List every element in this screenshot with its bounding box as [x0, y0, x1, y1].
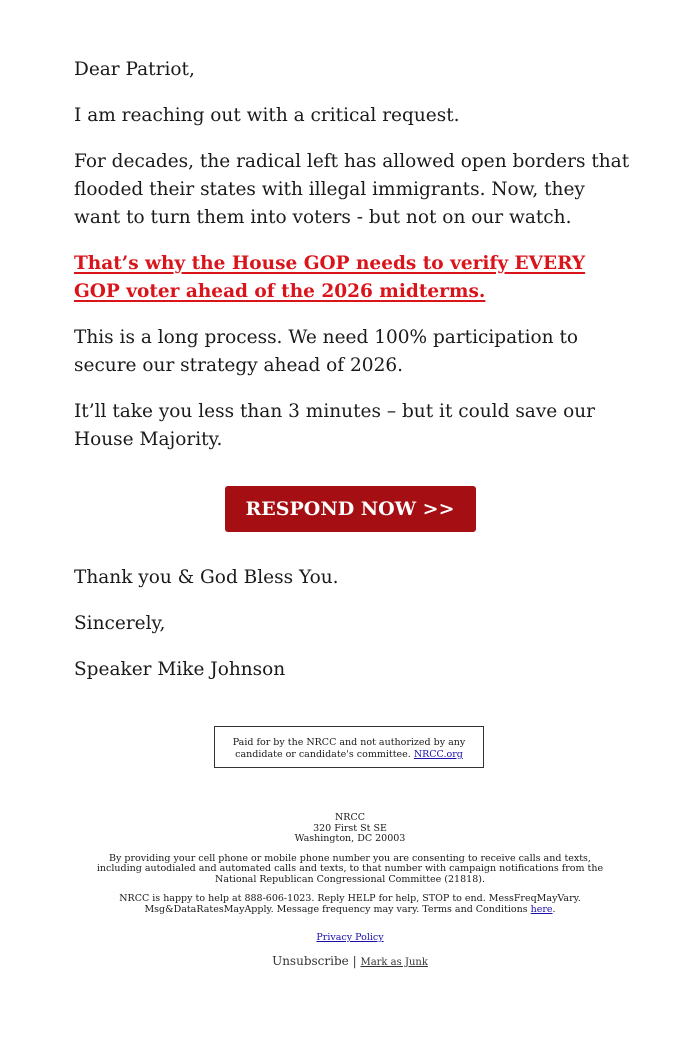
cta-container [74, 486, 626, 532]
headline-link[interactable]: That’s why the House GOP needs to verify EVERY GOP voter ahead of the 2026 midterms. [74, 253, 586, 302]
signoff-line: Sincerely, [74, 613, 166, 634]
consent-text: By providing your cell phone or mobile phone number you are consenting to receive calls and texts, including autodialed and automated calls and texts, to that number with campaign notifications from the National Republican Congressional Committee (21818). [96, 852, 604, 885]
unsubscribe-link[interactable]: Unsubscribe [272, 953, 349, 968]
separator: | [352, 953, 357, 968]
org-name: NRCC [334, 812, 365, 823]
intro-paragraph: I am reaching out with a critical request. [74, 105, 460, 126]
terms-here-link[interactable]: here [530, 903, 553, 915]
address-block [90, 813, 610, 845]
help-text: NRCC is happy to help at 888-606-1023. Reply HELP for help, STOP to end. MessFreqMayVary. Msg&DataRatesMayApply. Message frequency may vary. Terms and Conditions [119, 893, 581, 915]
privacy-policy-link[interactable]: Privacy Policy [316, 932, 384, 943]
process-paragraph: This is a long process. We need 100% participation to secure our strategy ahead of 2026. [74, 327, 579, 376]
nrcc-org-link[interactable]: NRCC.org [413, 749, 463, 760]
respond-now-button[interactable]: RESPOND NOW >> [225, 486, 476, 532]
help-text-block: NRCC is happy to help at 888-606-1023. Reply HELP for help, STOP to end. MessFreqMayVary. Msg&DataRatesMayApply. Message frequency may vary. Terms and Conditions here. [119, 893, 581, 915]
address-city: Washington, DC 20003 [294, 833, 406, 844]
paid-for-disclaimer [214, 726, 484, 768]
email-footer [90, 813, 610, 968]
unsubscribe-row [90, 953, 610, 969]
greeting: Dear Patriot, [74, 59, 195, 80]
privacy-block [90, 933, 610, 944]
mark-as-junk-link[interactable]: Mark as Junk [360, 956, 428, 968]
disclaimer-text: Paid for by the NRCC and not authorized by any candidate or candidate's committee. [232, 737, 466, 760]
thanks-line: Thank you & God Bless You. [74, 567, 339, 588]
address-street: 320 First St SE [313, 822, 387, 834]
email-body [74, 56, 634, 702]
time-paragraph: It’ll take you less than 3 minutes – but it could save our House Majority. [74, 401, 596, 450]
signature-line: Speaker Mike Johnson [74, 659, 286, 680]
borders-paragraph: For decades, the radical left has allowed open borders that flooded their states with illegal immigrants. Now, they want to turn them into voters - but not on our watch. [74, 151, 630, 228]
